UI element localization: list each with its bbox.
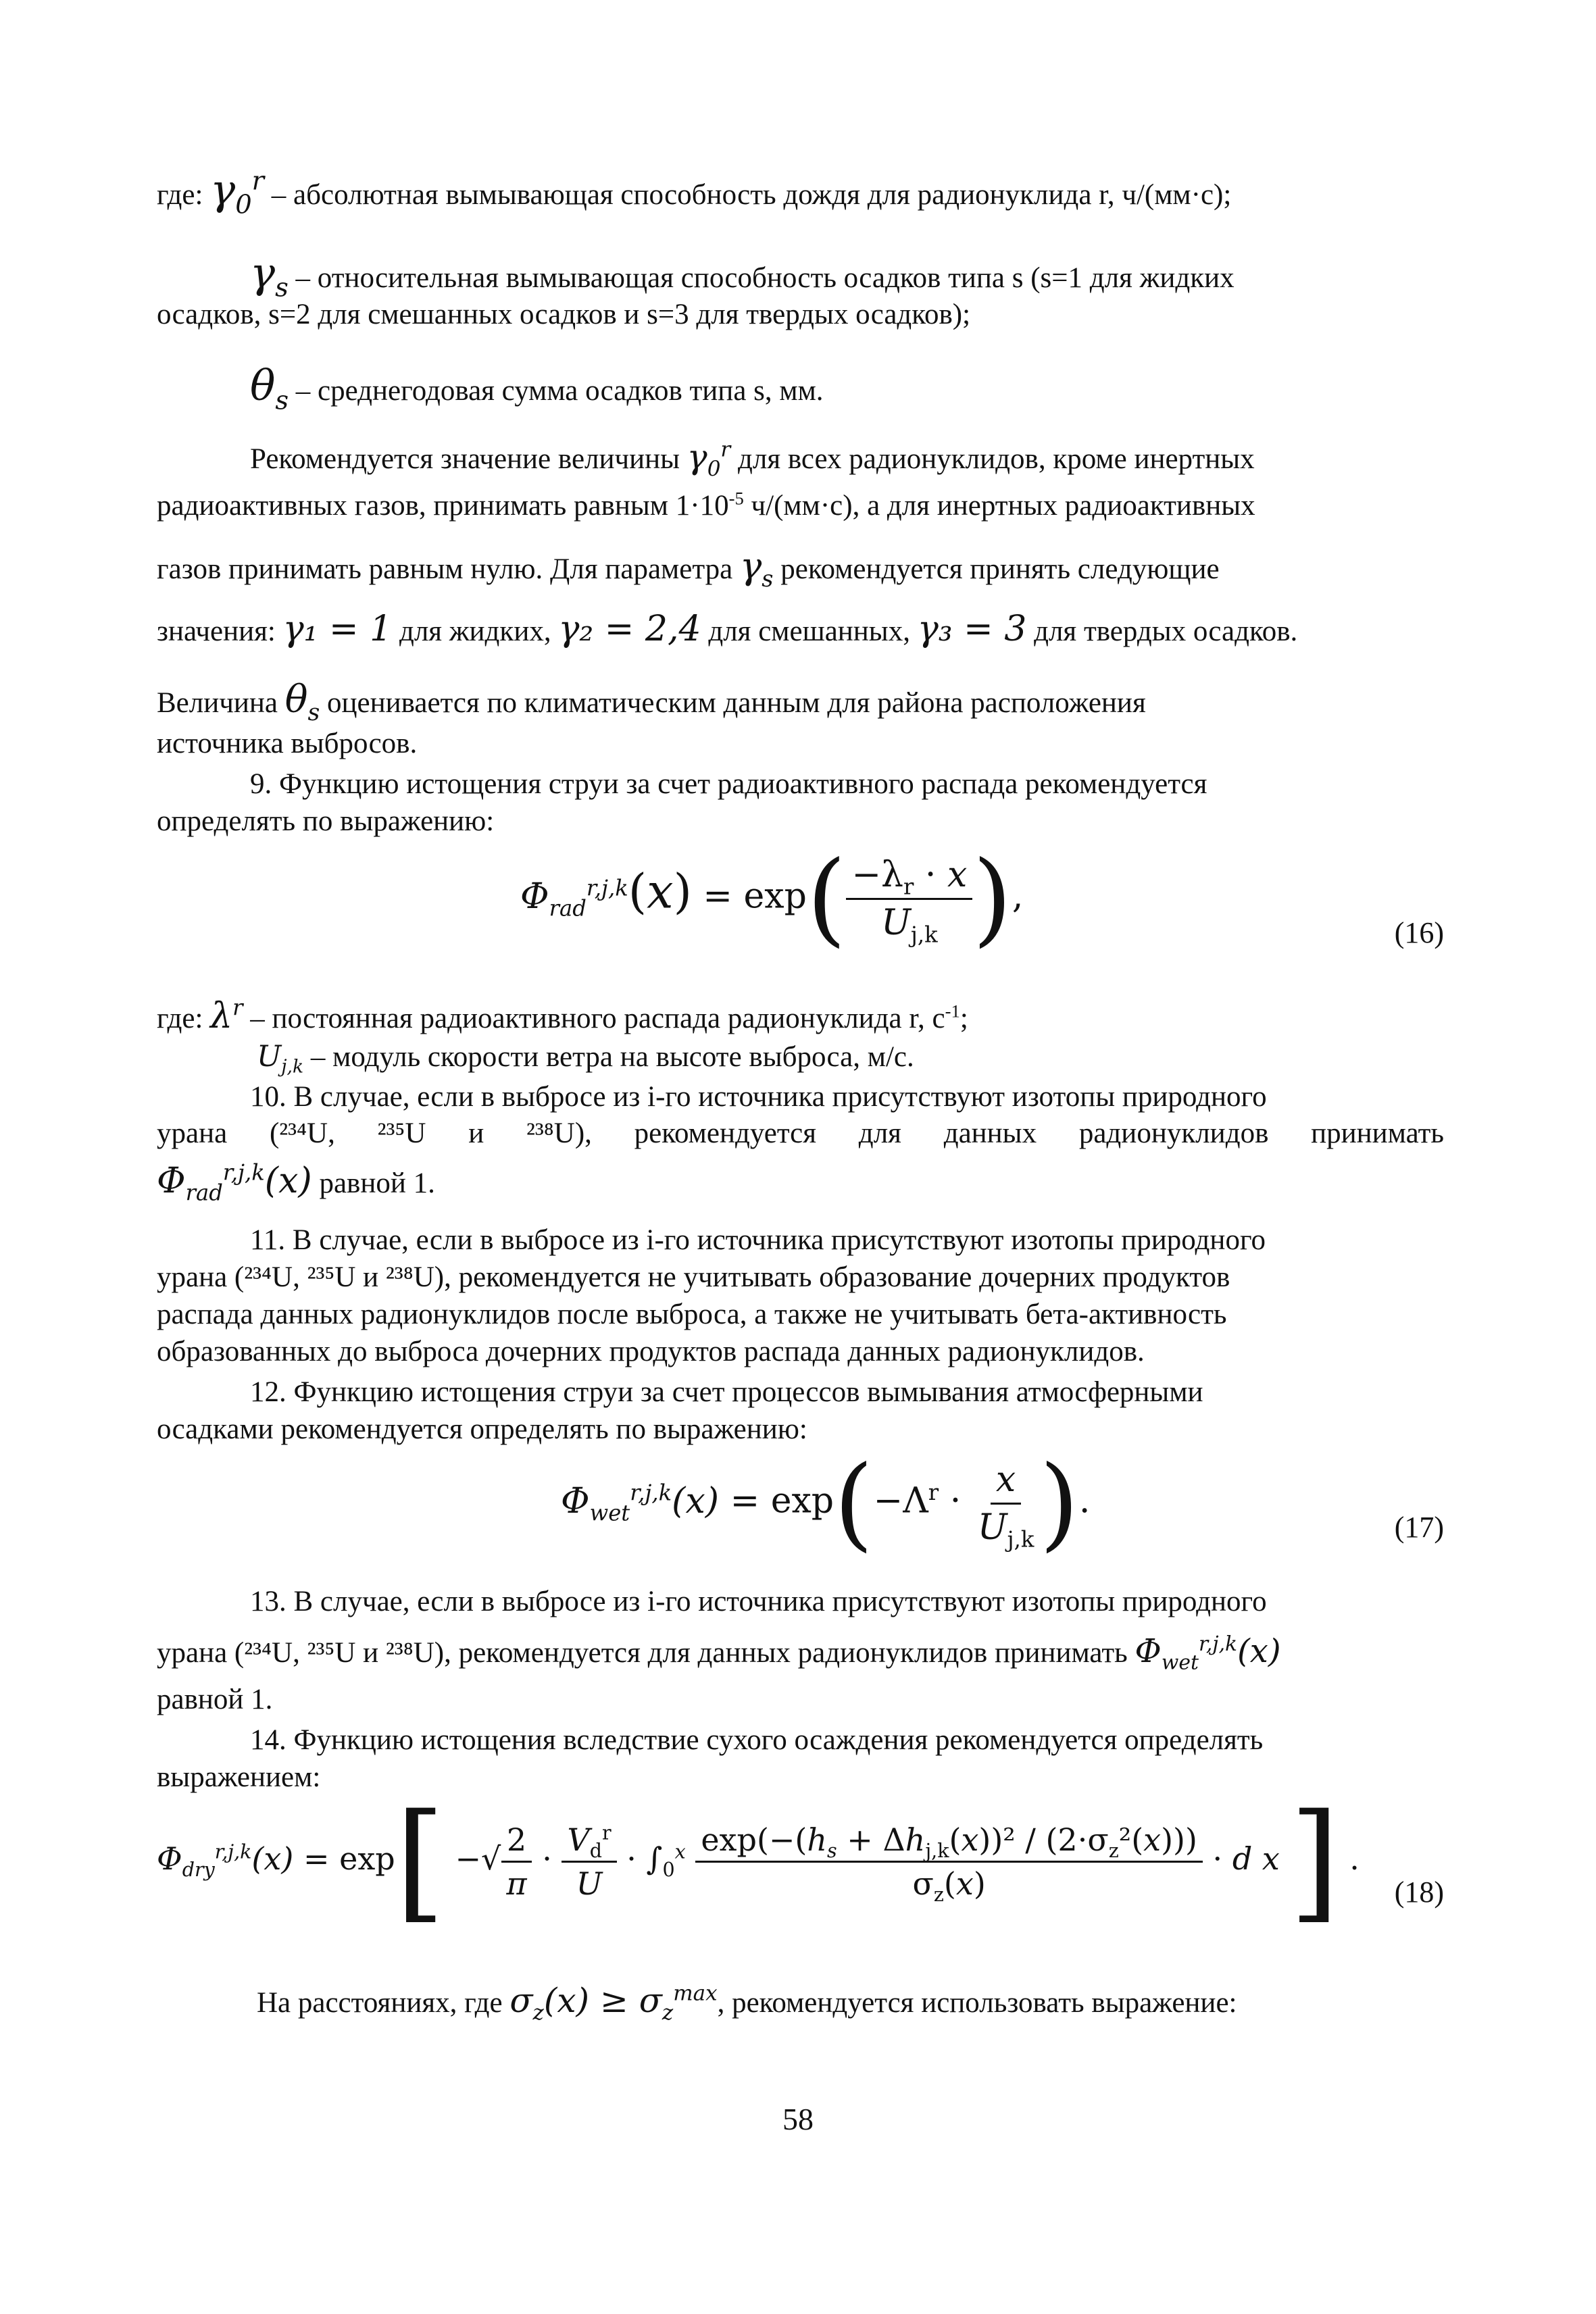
text: ч/(мм·с), а для инертных радиоактивных — [751, 490, 1255, 522]
gamma0-inline: $\gamma_0^r$ — [687, 437, 731, 481]
item11-line1: 11. В случае, если в выбросе из i-го источника присутствуют изотопы природного — [250, 1224, 1266, 1256]
text: рекомендуется принять следующие — [773, 553, 1220, 585]
theta-inline: $\theta_s$ — [284, 678, 320, 727]
gammas-symbol: $\gamma_s$ — [250, 248, 289, 303]
para-theta-1 — [157, 678, 1444, 727]
text: – постоянная радиоактивного распада радионуклида r, с — [243, 1003, 945, 1034]
text: для жидких, — [392, 615, 559, 647]
text: оценивается по климатическим данным для района расположения — [320, 687, 1146, 719]
gammas-inline: $\gamma_s$ — [740, 545, 774, 592]
item13-line2: урана (²³⁴U, ²³⁵U и ²³⁸U), рекомендуется для данных радионуклидов принимать $\Phi_{wet}^{r,j,k}(x)$ — [157, 1632, 1281, 1675]
item10-line2: урана (²³⁴U, ²³⁵U и ²³⁸U), рекомендуется для данных радионуклидов принимать — [157, 1117, 1444, 1149]
item9-line2: определять по выражению: — [157, 805, 495, 837]
text: урана (²³⁴U, ²³⁵U и ²³⁸U), рекомендуется для данных радионуклидов принимать — [157, 1637, 1135, 1669]
item11-line4: образованных до выброса дочерних продуктов распада данных радионуклидов. — [157, 1336, 1145, 1367]
equation-17: $\Phi_{wet}^{r,j,k}(x) = \exp(-\Lambda^r$ · $\frac{x}{U_{j,k}}$ ). — [561, 1444, 1091, 1562]
theta-text: – среднегодовая сумма осадков типа s, мм. — [289, 375, 824, 407]
para-recommend-4 — [157, 611, 1444, 649]
gamma0-symbol: $\gamma_0^r$ — [210, 165, 265, 220]
para-recommend-3 — [157, 545, 1444, 592]
gamma1-value: γ₁ = 1 — [282, 609, 393, 649]
para-recommend-2: радиоактивных газов, принимать равным $1\cdot 10^{-5}$ ч/(мм·с), а для инертных радиоактивных — [157, 488, 1255, 522]
distance-line: На расстояниях, где $\sigma_z(x) \ge \sigma_z^{max}$, рекомендуется использовать выражение: — [257, 1981, 1237, 2025]
where-label: где: — [157, 179, 203, 211]
item11-line2: урана (²³⁴U, ²³⁵U и ²³⁸U), рекомендуется не учитывать образование дочерних продуктов — [157, 1261, 1230, 1293]
text: Величина — [157, 687, 285, 719]
definition-gamma0 — [157, 165, 1444, 220]
para-theta-2: источника выбросов. — [157, 728, 418, 759]
equation-16: $\Phi_{rad}^{r,j,k}(x) = \exp$( $\frac{-\lambda_r \cdot x}{U_{j,k}}$ ), — [520, 840, 1024, 957]
where-label: где: — [157, 1003, 203, 1034]
text: – модуль скорости ветра на высоте выброса, м/с. — [303, 1041, 914, 1073]
gamma0-text: – абсолютная вымывающая способность дождя для радионуклида r, ч/(мм·с); — [264, 179, 1232, 211]
text: , рекомендуется использовать выражение: — [717, 1987, 1237, 2019]
equation-18-number: (18) — [1394, 1876, 1444, 1909]
equation-17-number: (17) — [1394, 1511, 1444, 1544]
text: для твердых осадков. — [1026, 615, 1298, 647]
item11-line3: распада данных радионуклидов после выброса, а также не учитывать бета-активность — [157, 1299, 1227, 1330]
item14-line2: выражением: — [157, 1761, 321, 1793]
gamma2-value: γ₂ = 2,4 — [558, 609, 701, 649]
text: На расстояниях, где — [257, 1987, 510, 2019]
gammas-text: – относительная вымывающая способность осадков типа s (s=1 для жидких — [288, 262, 1235, 294]
gamma3-value: γ₃ = 3 — [917, 609, 1027, 649]
text: равной 1. — [311, 1167, 435, 1199]
item10-line3: $\Phi_{rad}^{r,j,k}(x)$ равной 1. — [157, 1159, 435, 1206]
equation-18: $\Phi_{dry}^{r,j,k}(x) = \exp$[ −√ $\frac{2}{\pi}$ · $\frac{V_d^r}{U}$ · $\int_0^x$ $\frac{\exp(-(h_s + \Delta h_{j,k}(x))^2 / (2\cdot\sigma_z^2(x)))}{\sigma_z(x)}$ · d x ] . — [157, 1786, 1360, 1936]
item12-line1: 12. Функцию истощения струи за счет процессов вымывания атмосферными — [250, 1376, 1203, 1408]
item13-line1: 13. В случае, если в выбросе из i-го источника присутствуют изотопы природного — [250, 1586, 1267, 1617]
gammas-text-cont: осадков, s=2 для смешанных осадков и s=3 для твердых осадков); — [157, 299, 971, 330]
definition-gammas — [250, 248, 1444, 303]
text: Рекомендуется значение величины — [250, 443, 687, 475]
theta-symbol: $\theta_s$ — [250, 361, 289, 416]
definition-theta — [250, 361, 1444, 416]
item12-line2: осадками рекомендуется определять по выражению: — [157, 1413, 807, 1445]
where-u: $U_{j,k}$ – модуль скорости ветра на высоте выброса, м/с. — [257, 1040, 914, 1078]
item10-line1: 10. В случае, если в выбросе из i-го источника присутствуют изотопы природного — [250, 1081, 1267, 1113]
para-recommend-1 — [250, 437, 1444, 481]
item9-line1: 9. Функцию истощения струи за счет радиоактивного распада рекомендуется — [250, 768, 1207, 800]
page-number: 58 — [782, 2102, 814, 2136]
item13-line3: равной 1. — [157, 1684, 273, 1715]
text: значения: — [157, 615, 283, 647]
text: радиоактивных газов, принимать равным 1·10 — [157, 490, 729, 522]
text: для всех радионуклидов, кроме инертных — [730, 443, 1255, 475]
equation-16-number: (16) — [1394, 916, 1444, 949]
item14-line1: 14. Функцию истощения вследствие сухого осаждения рекомендуется определять — [250, 1724, 1264, 1756]
text: для смешанных, — [701, 615, 918, 647]
text: газов принимать равным нулю. Для параметра — [157, 553, 741, 585]
where-lambda: где: $\lambda^r$ – постоянная радиоактивного распада радионуклида r, $с^{-1}$; — [157, 995, 968, 1036]
